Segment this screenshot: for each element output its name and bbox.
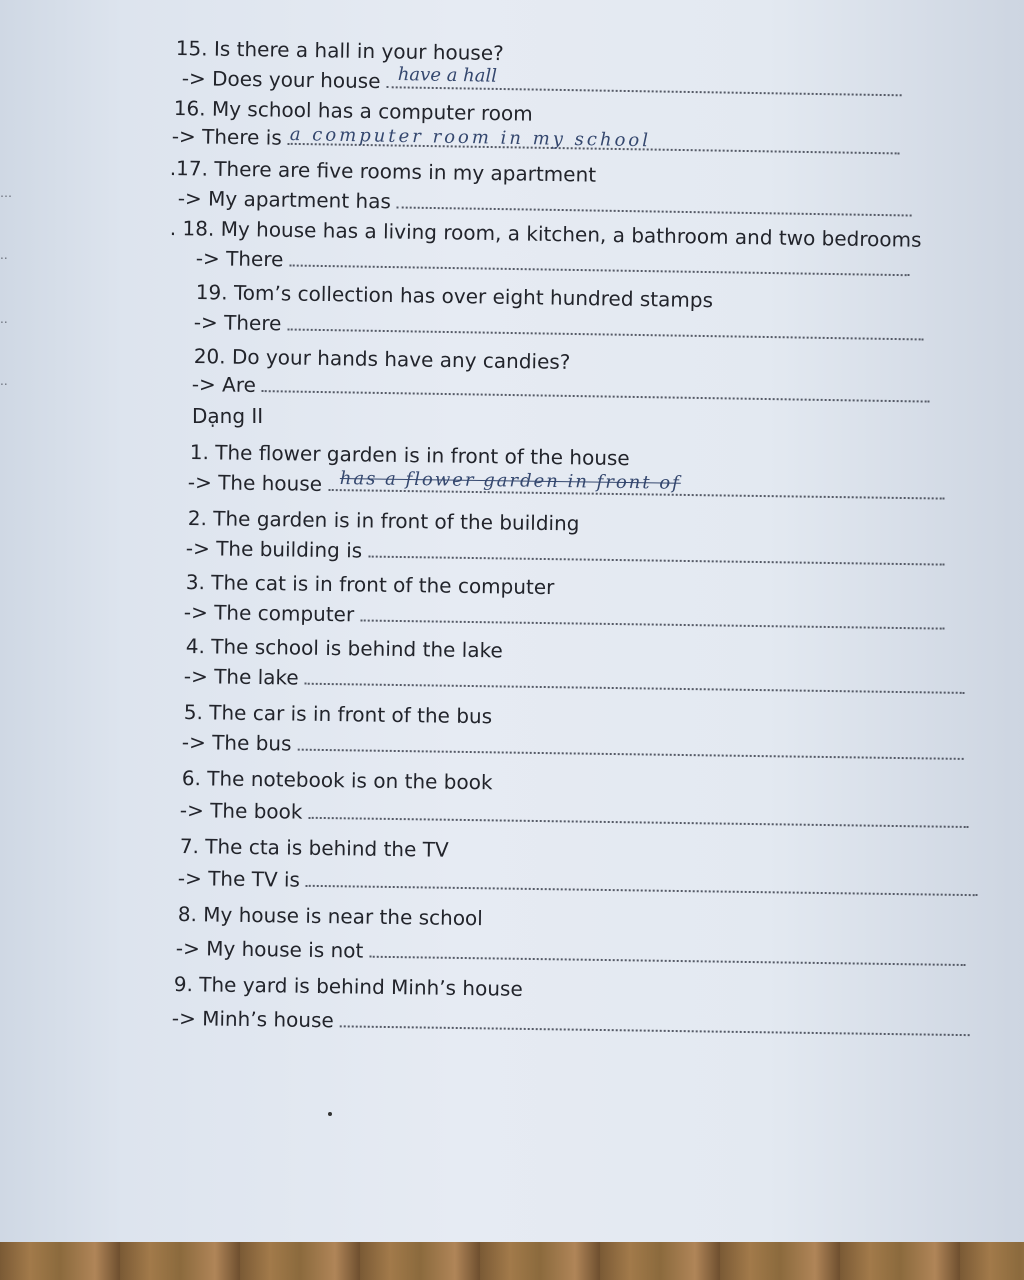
question-s5: 5. The car is in front of the bus [183,700,493,729]
answer-blank-18[interactable] [290,248,910,276]
answer-line-17 [178,186,913,222]
margin-mark: .. [0,248,8,262]
question-15: 15. Is there a hall in your house? [175,36,504,66]
prompt-s2: -> The building is [185,536,363,563]
answer-blank-s7[interactable] [306,869,978,896]
prompt-s3: -> The computer [183,600,355,627]
question-20: 20. Do your hands have any candies? [193,344,571,374]
answer-blank-s5[interactable] [298,733,964,760]
prompt-s6: -> The book [179,798,303,824]
answer-line-s9 [172,1006,971,1041]
question-19: 19. Tom’s collection has over eight hundred stamps [195,280,714,313]
question-s2: 2. The garden is in front of the building [187,506,580,536]
answer-blank-s2[interactable] [368,540,944,566]
question-18: . 18. My house has a living room, a kitchen, a bathroom and two bedrooms [169,216,922,252]
answer-line-s5 [182,730,964,765]
answer-line-s7 [178,866,979,901]
prompt-18: -> There [195,246,284,272]
handwritten-answer-16: a computer room in my school [289,124,652,152]
question-s4: 4. The school is behind the lake [185,634,503,663]
answer-line-s6 [180,798,969,833]
answer-blank-s6[interactable] [309,801,969,828]
answer-line-18 [196,246,910,281]
question-17: .17. There are five rooms in my apartment [169,156,597,187]
answer-line-15 [182,66,902,101]
answer-blank-s3[interactable] [360,603,944,629]
stray-dot [328,1112,332,1116]
handwritten-answer-15: have a hall [397,64,498,87]
margin-mark: .. [0,374,8,388]
question-s1: 1. The flower garden is in front of the house [189,440,630,471]
prompt-20: -> Are [191,372,257,398]
answer-line-s8 [176,936,966,971]
answer-blank-20[interactable] [262,374,930,402]
answer-line-s3 [184,600,945,635]
margin-mark: … [0,186,12,200]
question-s9: 9. The yard is behind Minh’s house [173,972,523,1001]
question-16: 16. My school has a computer room [173,96,533,126]
prompt-s8: -> My house is not [175,936,364,963]
prompt-s7: -> The TV is [177,866,301,892]
question-s7: 7. The cta is behind the TV [179,834,449,862]
prompt-s4: -> The lake [183,664,299,690]
answer-line-s4 [184,664,965,699]
answer-blank-s4[interactable] [305,667,965,694]
answer-blank-s8[interactable] [370,940,966,966]
question-s8: 8. My house is near the school [177,902,483,931]
answer-line-s2 [186,536,945,571]
prompt-s1: -> The house [187,470,323,496]
section-title: Dạng II [192,404,264,428]
answer-blank-19[interactable] [288,312,924,340]
wooden-table-edge [0,1242,1024,1280]
prompt-16: -> There is [171,124,282,150]
prompt-s5: -> The bus [181,730,292,756]
prompt-17: -> My apartment has [177,186,392,214]
answer-blank-17[interactable] [397,190,912,216]
margin-mark: .. [0,312,8,326]
handwritten-answer-s1: has a flower garden in front of [339,468,681,494]
question-s6: 6. The notebook is on the book [181,766,493,795]
answer-line-20 [192,372,931,408]
prompt-19: -> There [193,310,282,336]
answer-line-19 [194,310,924,345]
prompt-15: -> Does your house [181,66,381,94]
prompt-s9: -> Minh’s house [171,1006,334,1033]
answer-blank-s9[interactable] [340,1009,970,1036]
question-s3: 3. The cat is in front of the computer [185,570,555,600]
